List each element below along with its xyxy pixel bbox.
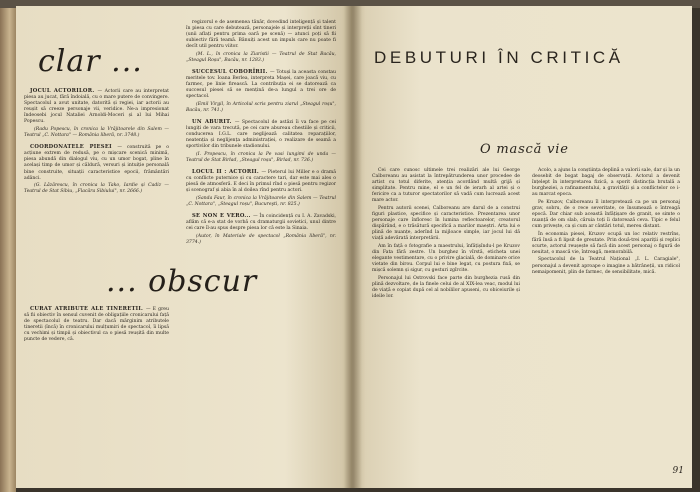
paragraph-heading: SE NON E VERO...	[192, 213, 254, 220]
heading-clar: clar ...	[38, 44, 143, 79]
source-citation: (I. Propescu, în cronica la Pe vasi lungimi de unda — Teatrul de Stat Birlad, „Steagul roșu", Birlad, nr. 736.)	[186, 151, 336, 164]
paragraph-text: — E greu să fii obiectiv în sensul cuvenit de obligațiile cronicarului față de spectacolul de teatru. Dar dacă mărginim atributele tineretii (încă) în cronicarului mulțumiri de spectacol, îi lipsă cu vechimi și timpii și obiectivul ca o piesă reușită din multe puncte de vedere, că.	[24, 307, 169, 343]
paragraph	[372, 276, 520, 300]
source-citation: (Radu Popescu, în cronica la Vrăjitoarele din Salem — Teatrul „C. Nottara" — România liberă, nr. 3748.)	[24, 126, 169, 139]
paragraph-text: Personajul lui Ostrovski face parte din burghezia rusă din plină dezvoltare, de la finele celui de al XIX-lea veac, modul lui de viață e copiat după cel al nobililor apuseni, cu obiceiurile și ideile lor.	[372, 275, 520, 300]
paragraph	[532, 232, 680, 256]
paragraph-text: — Pieterul lui Miller e o dramă cu conflicte puternice și cu caractere tari, dar este mai ales o piesă de atmosferă. E deci în primul rînd o piesă pentru regizor și scenograf și abia în al doilea rînd pentru actori.	[186, 170, 336, 194]
spine-shadow	[344, 6, 362, 488]
paragraph-text: — Spectacolul de astăzi îi va face pe cei lungiți de vara trecută, pe cei care abureau chestiile și criticii, conducerea I.G.L. care neglijează calitatea reparațiilor, neatenția și neglijența administrației, o realizare de seamă a sportivilor din tribunele stadionului.	[186, 120, 336, 150]
source-citation: (G. Lăzărescu, în cronica la Tako, Iardie și Cadiz — Teatrul de Stat Sibiu, „Flacăra Sibiului", nr. 2666.)	[24, 183, 169, 195]
paragraph-heading: LOCUL II : ACTORII.	[192, 169, 262, 176]
paragraph-text: — În coincidență cu I. A. Zavadski, aflăm că e-a stat de vorbă cu dramaturgii sovietici, unul dintre cei care îl-au spus despre piesa lor că este la Sinaia.	[186, 214, 336, 232]
left-column-2	[186, 20, 336, 251]
source-citation: (Autor, în Materiale de spectacol „România liberă", nr. 3774.)	[186, 233, 336, 245]
paragraph	[186, 169, 336, 194]
paragraph	[186, 69, 336, 100]
paragraph	[372, 168, 520, 205]
left-column-1	[24, 88, 169, 200]
paragraph-heading: COORDONATELE PIESEI	[30, 144, 118, 151]
paragraph	[372, 244, 520, 274]
source-citation: (M. L., în cronica la Ziaristii — Teatrul de Stat Bacău, „Steagul Roșu", Bacău, nr. 1283.)	[186, 51, 336, 63]
paragraph-heading: SUCCESUL COBORÎRII.	[192, 69, 271, 76]
page-number: 91	[672, 466, 684, 476]
paragraph-text: Pe Kruzov, Calboreanu îl interpretează ca pe un personaj grav, sobru, de o rece severitate, ce însumează o întreagă epocă. Dar chiar sub această înfățișare de granit, se simte o nuanță de om slab, căruia toți îi datorează ceva. Tipic e felul cum privește, ca și cum ar cântări totul, mereu distant.	[532, 199, 680, 230]
paragraph	[24, 144, 169, 182]
paragraph	[24, 88, 169, 126]
paragraph-text: — Actorii care au interpretat piesa au jucat, fără îndoială, cu o mare putere de convingere. Spectacolul a avut unitate, datorită și regiei, iar actorii au reușit să creeze personaje vii, veridice. Ne-a impresionat îndeosebi jocul Nataliei Arnoldi-Moceri și al lui Mihai Popescu.	[24, 89, 170, 125]
paragraph	[372, 206, 520, 243]
left-page	[16, 6, 352, 488]
paragraph	[186, 213, 336, 232]
paragraph-text: Am în față o fotografie a maestrului, înfățișîndu-l pe Kruzov din Fata fără zestre. Un burghez în vîrstă, eticheta unei elegante vestimentare, cu o privire glacială, de dominare orice vietate din birou. Corpul lui e bine legat, cu postura fixă, se mișcă solemn și sigur, cu gesturi zgîrcite.	[372, 243, 520, 274]
paragraph	[24, 306, 169, 344]
heading-obscur: ... obscur	[106, 264, 258, 299]
paragraph-text: În economia piesei, Kruzov ocupă un loc relativ restrîns, fără însă a fi lipsit de greutate. Prin două-trei apariții și replici scurte, actorul reușește să facă din acest personaj o figură de neuitat, o mască vie, întreagă, memorabilă.	[532, 231, 680, 255]
page-title: DEBUTURI ÎN CRITICĂ	[374, 48, 624, 67]
paragraph	[186, 20, 336, 50]
paragraph-text: Acolo, a ajuns la conștiința deplină a valorii sale, dar și la un deosebit de bogat bagaj de observații. Actorul a devenit înțelept în interpretarea fizică, a sporit distincția brutală a burgheziei, a rafinamentului, a gravității și a conflictelor ce i-au marcat epoca.	[532, 168, 680, 198]
paragraph-text: Cei care cunosc ultimele trei realizări ale lui George Calboreanu au asistat la întrepătrunderea unor procedee de artist cu totul diferite, atenția acordând multă grijă și simplitate. Pentru mine, el e un fel de ierarh al artei și o fericire ca a tuturor spectatorilor să vadă cum lucrează acest mare actor.	[372, 168, 520, 204]
source-citation: (Emil Virgil, în Articolul scris pentru ziarul „Steagul roșu", Bacău, nr. 741.)	[186, 101, 336, 113]
paragraph-text: Spectacolul de la Teatrul Național „I. L. Caragiale", personajul a devenit aproape o imagine a bătrâneții, un ridicol nemaipomenit, plin de farmec, de sensibilitate, mică.	[532, 257, 680, 275]
paragraph	[186, 119, 336, 150]
left-column-1-bottom	[24, 306, 169, 345]
paragraph	[532, 200, 680, 230]
paragraph-text: regizorul e de asemenea tânăr, dovedind inteligență și talent în piesa cu care debutează, personajele și interpreții sînt tineri (unii aflați pentru prima oară pe scenă) — atunci poți să fii subiectiv fără teamă. Bănuiți acest un impuls care nu poate fi decît util pentru viitor.	[186, 20, 336, 50]
right-column-1	[372, 168, 520, 302]
paragraph-heading: UN ABURIT.	[192, 119, 235, 126]
section-title: O mască vie	[480, 142, 569, 157]
source-citation: (Sanda Faur, în cronica la Vrăjitoarele din Salem — Teatrul „C. Nottara", „Steagul roșu", Bucureşti, nr. 825.)	[186, 195, 336, 207]
paragraph-text: Pentru autorii scenei, Calboreanu are darul de a construi figuri plastice, specifice și caracteristice. Prezentarea unor personaje care înfloresc în lumina reflectoarelor, creatorul dispărând, e o trăsătură specifică a marilor maeștri. Arta lui e plină de nuanțe, aderînd la mijloace simple, iar jocul lui dă viață adevărată interpretării.	[372, 205, 520, 242]
paragraph-text: — Totuși la aceasta constau meritele tov. Ioana Berlea, interpreta Mașei, care joacă viu, cu farmec, pe linie firească. La contribuția ei se datorează ca succesul piesei să se mențină de-a lungul a trei ore de spectacol.	[186, 70, 336, 100]
paragraph	[532, 168, 680, 198]
book-binding-edge	[0, 0, 16, 492]
paragraph-heading: CURAT ATRIBUTE ALE TINERETII.	[30, 306, 146, 312]
paragraph-heading: JOCUL ACTORILOR.	[30, 88, 98, 94]
right-page	[352, 6, 692, 488]
paragraph-text: — construită pe o acțiune extrem de redusă, pe o mișcare scenică minimă, piesa abundă din dialogul viu, cu un umor bogat, pline în același timp de umor și căldură, versuri și intuiție personală bine construite, situații caracteristice epocii, frământări adânci.	[24, 145, 169, 181]
right-column-2	[532, 168, 680, 277]
paragraph	[532, 257, 680, 275]
